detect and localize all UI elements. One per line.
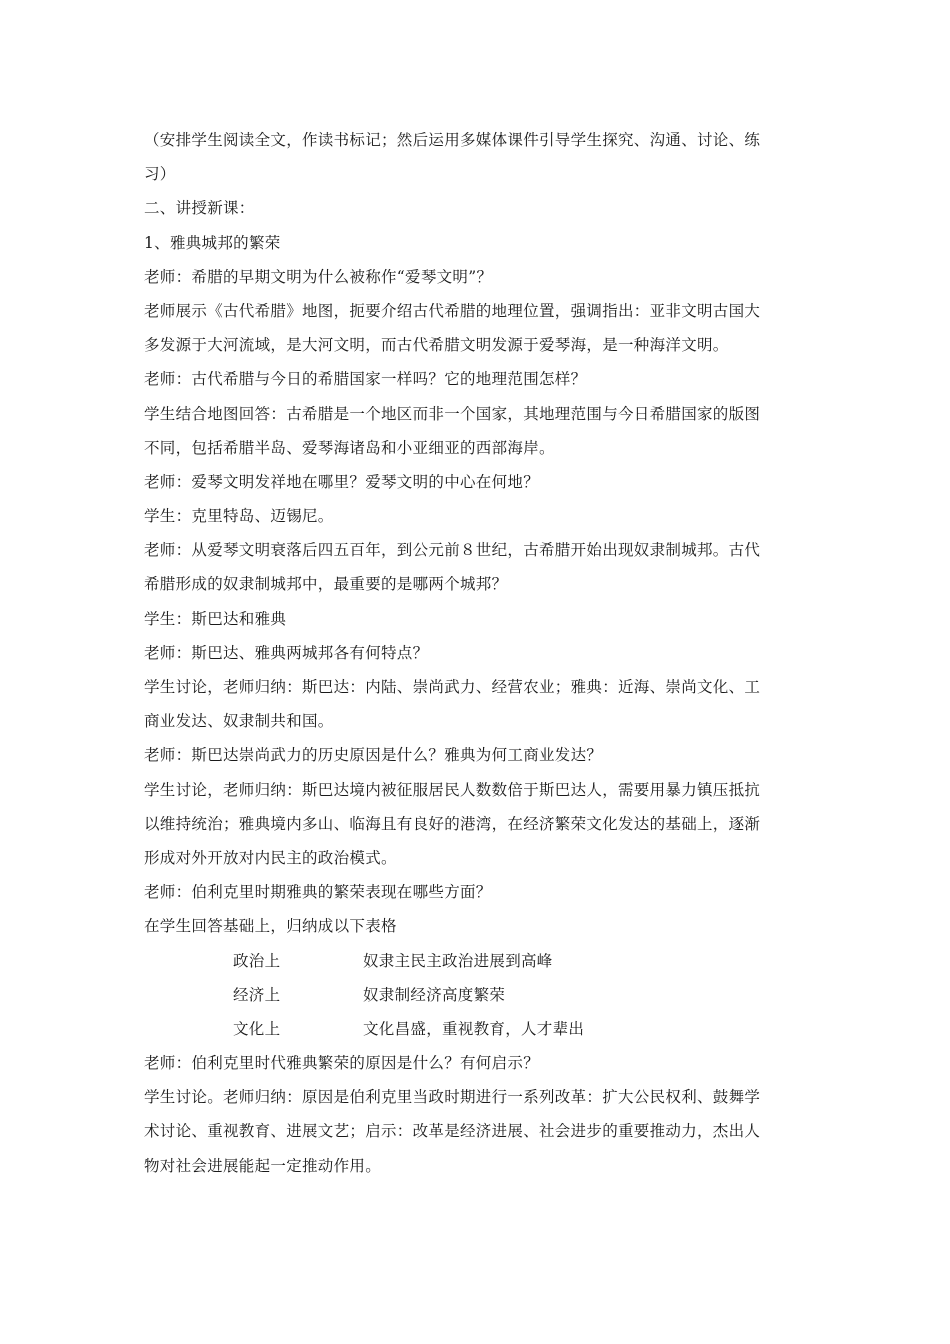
text-line: 多发源于大河流域，是大河文明，而古代希腊文明发源于爱琴海，是一种海洋文明。 [144, 336, 729, 355]
teacher-question: 老师：斯巴达、雅典两城邦各有何特点？ [144, 643, 429, 662]
text-line: 老师：从爱琴文明衰落后四五百年，到公元前８世纪，古希腊开始出现奴隶制城邦。古代 [144, 541, 761, 560]
text-line: 学生讨论，老师归纳：斯巴达境内被征服居民人数数倍于斯巴达人，需要用暴力镇压抵抗 [144, 780, 761, 799]
student-answer: 学生：斯巴达和雅典 [144, 609, 287, 628]
table-cell-desc: 奴隶主民主政治进展到高峰 [363, 951, 553, 970]
summary-table [144, 944, 812, 1047]
teacher-question: 老师：斯巴达崇尚武力的历史原因是什么？雅典为何工商业发达？ [144, 746, 603, 765]
text-line: 不同，包括希腊半岛、爱琴海诸岛和小亚细亚的西部海岸。 [144, 438, 555, 457]
text-line: 学生讨论。老师归纳：原因是伯利克里当政时期进行一系列改革：扩大公民权利、鼓舞学 [144, 1088, 761, 1107]
text-line: 形成对外开放对内民主的政治模式。 [144, 848, 397, 867]
table-row [144, 978, 812, 1012]
text-line: 学生讨论，老师归纳：斯巴达：内陆、崇尚武力、经营农业；雅典：近海、崇尚文化、工 [144, 678, 761, 696]
teacher-question: 老师：伯利克里时代雅典繁荣的原因是什么？有何启示？ [144, 1054, 540, 1073]
paragraph-student-answer [144, 397, 812, 465]
text-line: 术讨论、重视教育、进展文艺；启示：改革是经济进展、社会进步的重要推动力，杰出人 [144, 1122, 761, 1141]
text-line: （安排学生阅读全文，作读书标记；然后运用多媒体课件引导学生探究、沟通、讨论、练 [144, 131, 761, 149]
table-row [144, 1012, 812, 1046]
table-cell-aspect: 文化上 [233, 1019, 281, 1038]
text-line: 学生结合地图回答：古希腊是一个地区而非一个国家，其地理范围与今日希腊国家的版图 [144, 404, 761, 423]
paragraph-map [144, 294, 812, 362]
subsection-heading: 1、雅典城邦的繁荣 [144, 233, 281, 252]
document-body [144, 123, 812, 1183]
text-line: 习） [144, 165, 176, 184]
paragraph-reasons [144, 773, 812, 876]
paragraph-city-states [144, 533, 812, 601]
text-line: 物对社会进展能起一定推动作用。 [144, 1156, 382, 1175]
table-intro: 在学生回答基础上，归纳成以下表格 [144, 917, 397, 936]
teacher-question: 老师：古代希腊与今日的希腊国家一样吗？它的地理范围怎样？ [144, 370, 587, 389]
table-row [144, 944, 812, 978]
text-line: 商业发达、奴隶制共和国。 [144, 712, 334, 731]
table-cell-desc: 奴隶制经济高度繁荣 [363, 985, 506, 1004]
teacher-question: 老师：爱琴文明发祥地在哪里？爱琴文明的中心在何地？ [144, 472, 540, 491]
paragraph-conclusion [144, 1080, 812, 1183]
paragraph-features [144, 670, 812, 738]
text-line: 老师展示《古代希腊》地图，扼要介绍古代希腊的地理位置，强调指出：亚非文明古国大 [144, 301, 761, 320]
text-line: 以维持统治；雅典境内多山、临海且有良好的港湾，在经济繁荣文化发达的基础上，逐渐 [144, 814, 761, 833]
text-line: 希腊形成的奴隶制城邦中，最重要的是哪两个城邦？ [144, 575, 508, 594]
section-heading: 二、讲授新课： [144, 199, 255, 218]
table-cell-aspect: 政治上 [233, 951, 281, 970]
paragraph-intro [144, 123, 812, 191]
teacher-question: 老师：希腊的早期文明为什么被称作“爱琴文明”？ [144, 267, 493, 286]
table-cell-aspect: 经济上 [233, 985, 281, 1004]
table-cell-desc: 文化昌盛，重视教育，人才辈出 [363, 1019, 585, 1038]
teacher-question: 老师：伯利克里时期雅典的繁荣表现在哪些方面？ [144, 883, 492, 902]
student-answer: 学生：克里特岛、迈锡尼。 [144, 507, 334, 526]
